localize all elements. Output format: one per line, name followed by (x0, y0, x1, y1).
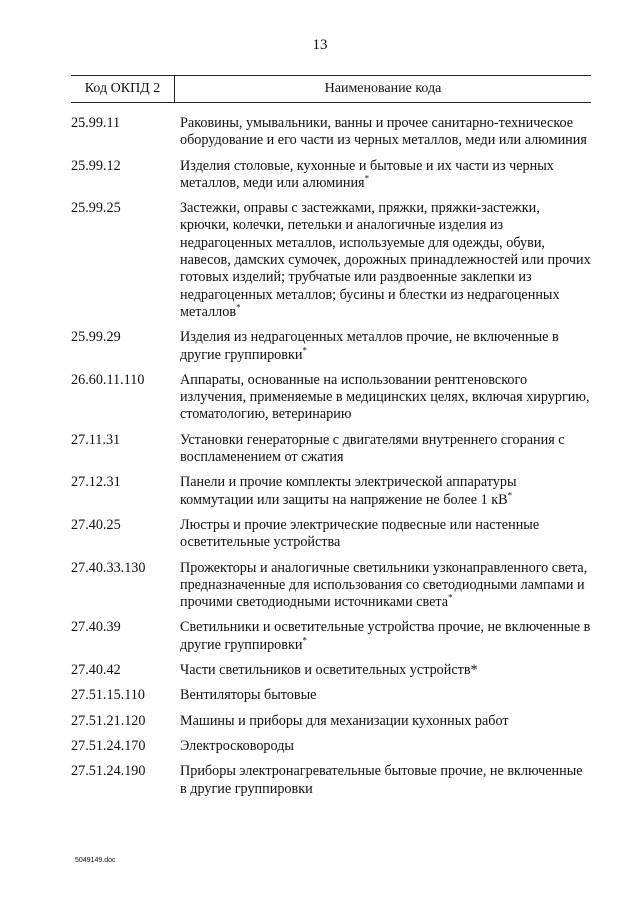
header-name: Наименование кода (324, 81, 442, 96)
row-name (180, 560, 591, 612)
row-code: 25.99.29 (71, 329, 121, 346)
row-name-text: Изделия из недрагоценных металлов прочие, не включенные в другие группировки (180, 329, 559, 363)
row-code: 27.40.25 (71, 516, 121, 533)
row-code: 27.51.21.120 (71, 712, 146, 729)
table-row (71, 432, 591, 467)
table-row (71, 200, 591, 321)
row-code: 27.51.24.190 (71, 763, 146, 780)
row-name-text: Прожекторы и аналогичные светильники узконаправленного света, предназначенные для использования со светодиодными лампами и прочими светодиодными источниками света (180, 559, 588, 611)
row-name-text: Установки генераторные с двигателями внутреннего сгорания с воспламенением от сжатия (180, 431, 565, 466)
table-body (71, 115, 591, 806)
table-row (71, 738, 591, 755)
row-code: 27.40.33.130 (71, 559, 146, 576)
table-row (71, 517, 591, 552)
page-number: 13 (312, 37, 328, 53)
row-name (180, 372, 591, 424)
table-row (71, 329, 591, 364)
row-name-text: Застежки, оправы с застежками, пряжки, пряжки-застежки, крючки, колечки, петельки и аналогичные изделия из недрагоценных металлов, используемые для одежды, обуви, навесов, дамских сумочек, дорожных принадлежностей или прочих готовых изделий; трубчатые или раздвоенные заклепки из недрагоценных металлов; бусины и блестки из недрагоценных металлов (180, 200, 591, 320)
header-code: Код ОКПД 2 (71, 76, 175, 102)
table-row (71, 713, 591, 730)
row-name (180, 687, 591, 704)
row-name-text: Вентиляторы бытовые (180, 687, 317, 704)
footnote-marker: * (302, 634, 307, 645)
row-code: 27.11.31 (71, 431, 121, 448)
row-code: 25.99.11 (71, 115, 121, 131)
row-code: 27.51.15.110 (71, 687, 145, 704)
row-name-text: Люстры и прочие электрические подвесные или настенные осветительные устройства (180, 516, 540, 551)
footnote-marker: * (448, 592, 453, 603)
row-code: 27.40.42 (71, 662, 121, 679)
row-code: 27.51.24.170 (71, 737, 146, 754)
table-row (71, 372, 591, 424)
row-name (180, 763, 591, 798)
row-name (180, 713, 591, 730)
row-name (180, 329, 591, 364)
row-code: 26.60.11.110 (71, 371, 145, 388)
document-id: 5049149.doc (75, 857, 116, 864)
row-name (180, 158, 591, 193)
table-row (71, 115, 591, 150)
row-name (180, 517, 591, 552)
table-header (71, 75, 591, 103)
table-row (71, 619, 591, 654)
row-code: 27.12.31 (71, 474, 121, 491)
row-name (180, 432, 591, 467)
row-name (180, 662, 591, 679)
footnote-marker: * (364, 173, 370, 184)
table-row (71, 763, 591, 798)
row-name-text: Электросковороды (180, 737, 294, 754)
row-name (180, 619, 591, 654)
table-row (71, 560, 591, 612)
row-name-text: Машины и приборы для механизации кухонных работ (180, 712, 509, 729)
row-name (180, 474, 591, 509)
row-name-text: Панели и прочие комплекты электрической аппаратуры коммутации или защиты на напряжение не более 1 кВ (180, 474, 517, 508)
row-name-text: Раковины, умывальники, ванны и прочее санитарно-техническое оборудование и его части из черных металлов, меди или алюминия (180, 115, 587, 149)
row-code: 27.40.39 (71, 619, 121, 636)
row-name-text: Изделия столовые, кухонные и бытовые и их части из черных металлов, меди или алюминия (180, 157, 554, 191)
footnote-marker: * (302, 344, 307, 355)
row-name (180, 200, 591, 321)
row-code: 25.99.12 (71, 157, 121, 174)
row-name (180, 115, 591, 150)
row-name-text: Светильники и осветительные устройства прочие, не включенные в другие группировки (180, 619, 591, 653)
table-row (71, 662, 591, 679)
row-code: 25.99.25 (71, 200, 121, 217)
table-row (71, 474, 591, 509)
footnote-marker: * (507, 489, 513, 500)
footnote-marker: * (236, 302, 241, 313)
row-name-text: Части светильников и осветительных устройств* (180, 662, 478, 679)
table-row (71, 158, 591, 193)
row-name-text: Приборы электронагревательные бытовые прочие, не включенные в другие группировки (180, 763, 583, 797)
row-name-text: Аппараты, основанные на использовании рентгеновского излучения, применяемые в медицинских целях, включая хирургию, стоматологию, ветеринарию (180, 371, 590, 423)
table-row (71, 687, 591, 704)
row-name (180, 738, 591, 755)
